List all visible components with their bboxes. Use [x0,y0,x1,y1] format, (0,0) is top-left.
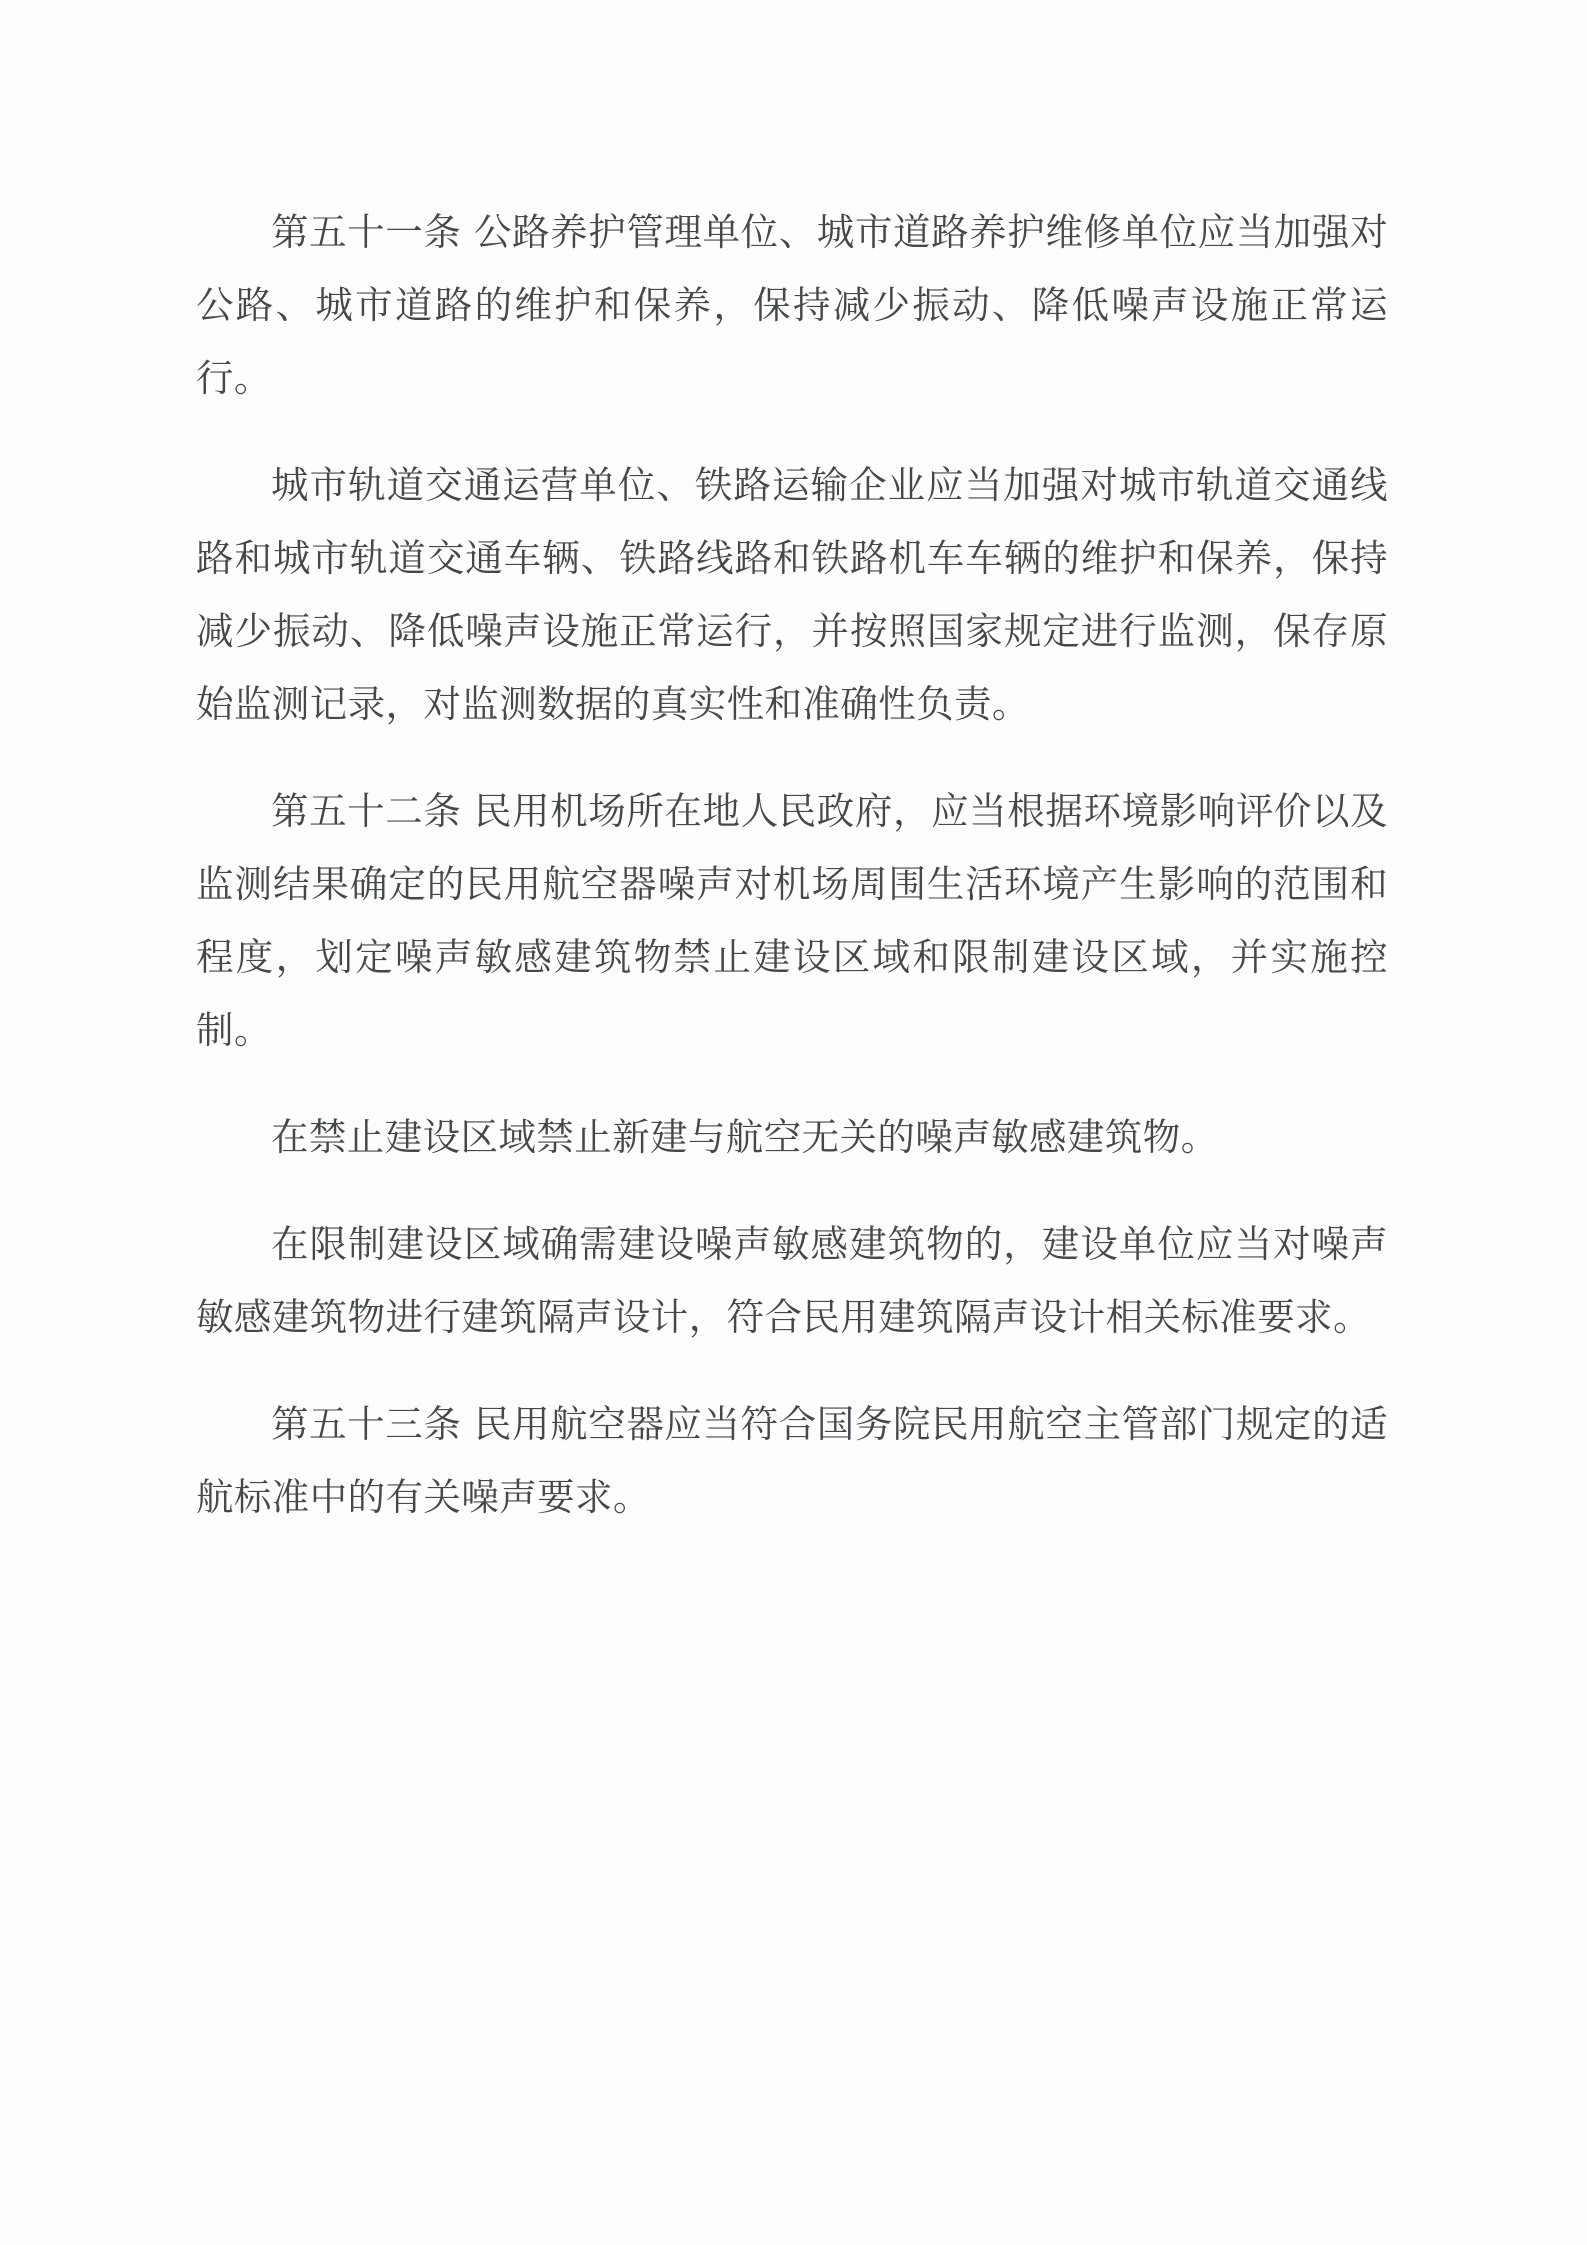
document-body [196,196,1388,1534]
paragraph-article-52-p3: 在限制建设区域确需建设噪声敏感建筑物的，建设单位应当对噪声敏感建筑物进行建筑隔声设计，符合民用建筑隔声设计相关标准要求。 [196,1222,1388,1339]
paragraph-article-52-p2: 在禁止建设区域禁止新建与航空无关的噪声敏感建筑物。 [271,1115,1219,1159]
paragraph-article-51: 第五十一条 公路养护管理单位、城市道路养护维修单位应当加强对公路、城市道路的维护和保养，保持减少振动、降低噪声设施正常运行。 [196,210,1388,400]
paragraph-article-51-p2: 城市轨道交通运营单位、铁路运输企业应当加强对城市轨道交通线路和城市轨道交通车辆、铁路线路和铁路机车车辆的维护和保养，保持减少振动、降低噪声设施正常运行，并按照国家规定进行监测，保存原始监测记录，对监测数据的真实性和准确性负责。 [196,463,1388,726]
paragraph-article-52: 第五十二条 民用机场所在地人民政府，应当根据环境影响评价以及监测结果确定的民用航空器噪声对机场周围生活环境产生影响的范围和程度，划定噪声敏感建筑物禁止建设区域和限制建设区域，并实施控制。 [196,789,1388,1052]
paragraph-article-53: 第五十三条 民用航空器应当符合国务院民用航空主管部门规定的适航标准中的有关噪声要求。 [196,1402,1388,1519]
